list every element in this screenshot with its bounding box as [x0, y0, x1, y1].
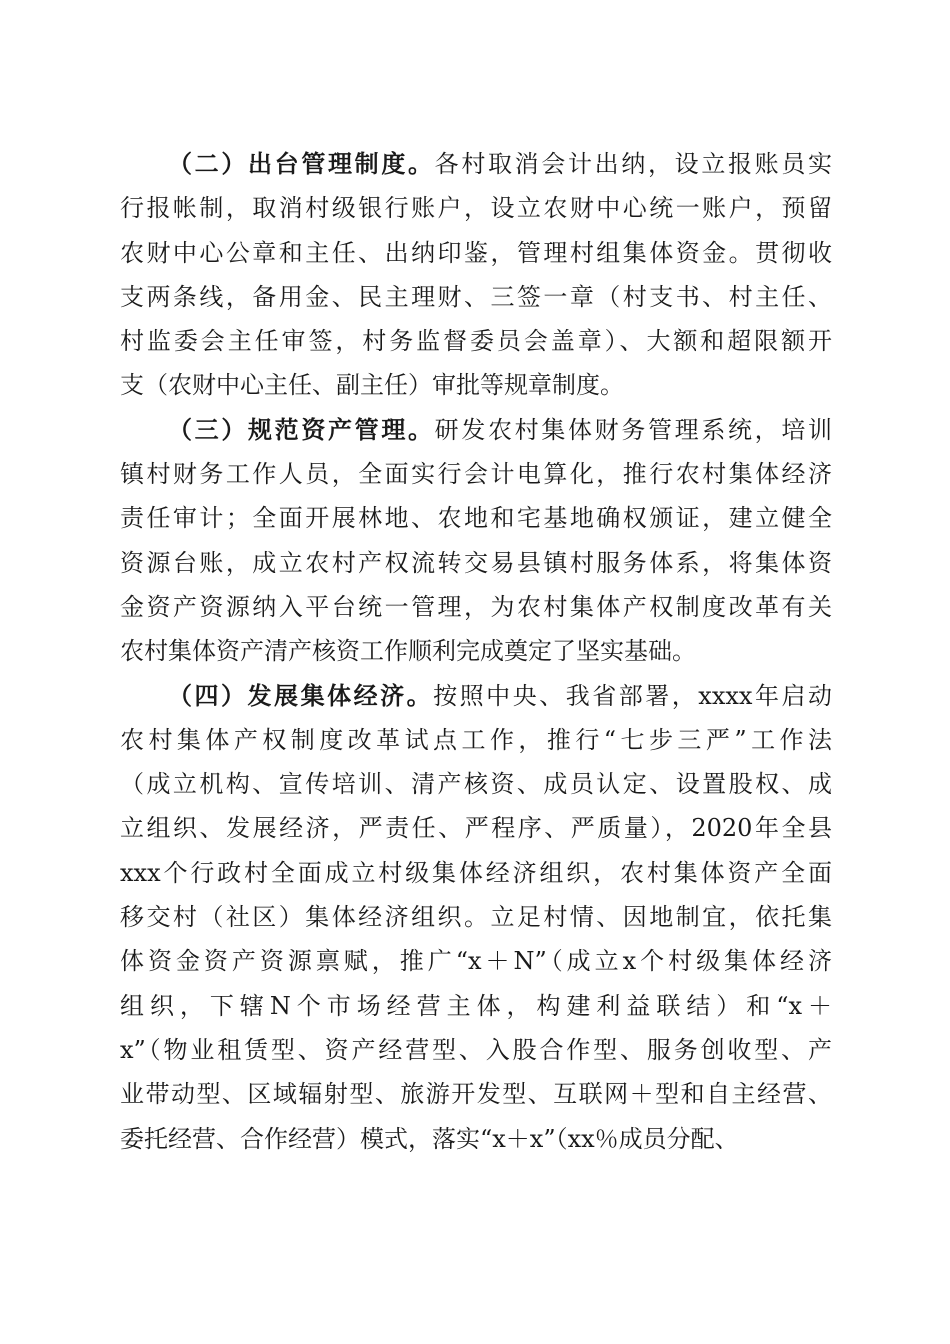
paragraph-2-line-4: 支两条线，备用金、民主理财、三签一章（村支书、村主任、: [120, 282, 832, 311]
paragraph-4-line-2: 农村集体产权制度改革试点工作，推行“七步三严”工作法: [120, 725, 832, 754]
document-body: [120, 142, 832, 1161]
paragraph-3-line-6: 农村集体资产清产核资工作顺利完成奠定了坚实基础。: [120, 637, 696, 666]
paragraph-2-line-5: 村监委会主任审签，村务监督委员会盖章）、大额和超限额开: [120, 327, 832, 356]
paragraph-2-text: 各村取消会计出纳，设立报账员实: [434, 150, 833, 178]
paragraph-2-line-3: 农财中心公章和主任、出纳印鉴，管理村组集体资金。贯彻收: [120, 238, 832, 267]
paragraph-4-line-7: 体资金资产资源禀赋，推广“x＋N”（成立x个村级集体经济: [120, 947, 832, 976]
paragraph-3-text: 研发农村集体财务管理系统，培训: [434, 415, 833, 444]
paragraph-2-line-1: [120, 142, 832, 186]
paragraph-2-line-6: 支（农财中心主任、副主任）审批等规章制度。: [120, 371, 624, 400]
paragraph-4-line-1: [120, 674, 832, 718]
paragraph-4-text: 按照中央、我省部署，xxxx年启动: [433, 681, 832, 710]
paragraph-2-heading: （二）出台管理制度。: [168, 149, 435, 178]
paragraph-4-line-3: （成立机构、宣传培训、清产核资、成员认定、设置股权、成: [120, 770, 832, 799]
paragraph-4-line-11: 委托经营、合作经营）模式，落实“x＋x”（xx％成员分配、: [120, 1124, 739, 1153]
paragraph-4-line-4: 立组织、发展经济，严责任、严程序、严质量），2020年全县: [120, 814, 832, 843]
paragraph-3-heading: （三）规范资产管理。: [168, 414, 435, 444]
paragraph-4-line-10: 业带动型、区域辐射型、旅游开发型、互联网＋型和自主经营、: [120, 1080, 832, 1109]
paragraph-3-line-5: 金资产资源纳入平台统一管理，为农村集体产权制度改革有关: [120, 592, 832, 621]
paragraph-4-line-6: 移交村（社区）集体经济组织。立足村情、因地制宜，依托集: [120, 903, 832, 932]
paragraph-4-line-5: xxx个行政村全面成立村级集体经济组织，农村集体资产全面: [120, 858, 832, 887]
paragraph-4-heading: （四）发展集体经济。: [168, 680, 434, 710]
paragraph-3-line-2: 镇村财务工作人员，全面实行会计电算化，推行农村集体经济: [120, 460, 832, 489]
paragraph-3-line-1: [120, 408, 832, 452]
paragraph-2-line-2: 行报帐制，取消村级银行账户，设立农财中心统一账户，预留: [120, 194, 832, 223]
paragraph-4-line-9: x”（物业租赁型、资产经营型、入股合作型、服务创收型、产: [120, 1035, 832, 1064]
paragraph-3-line-4: 资源台账，成立农村产权流转交易县镇村服务体系，将集体资: [120, 548, 832, 577]
paragraph-4-line-8: 组织，下辖N个市场经营主体，构建利益联结）和“x＋: [120, 991, 832, 1020]
paragraph-3-line-3: 责任审计；全面开展林地、农地和宅基地确权颁证，建立健全: [120, 504, 832, 533]
